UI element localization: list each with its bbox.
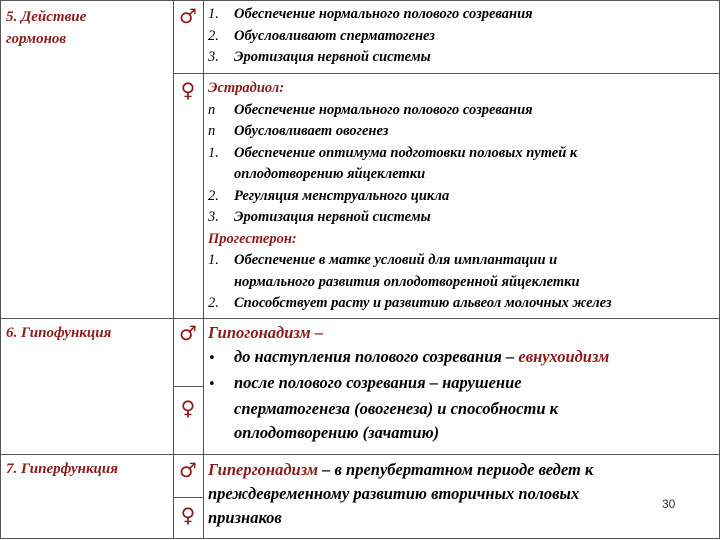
row7-label: 7. Гиперфункция xyxy=(6,461,118,477)
hypogonadism-title: Гипогонадизм – xyxy=(208,323,324,342)
row-divider-5-6 xyxy=(0,318,720,319)
male-symbol: ♂ xyxy=(179,321,197,345)
list-item: • после полового созревания – нарушение xyxy=(208,373,522,392)
progesterone-heading: Прогестерон: xyxy=(208,230,297,247)
list-item: оплодотворению яйцеклетки xyxy=(234,166,426,182)
row6-content xyxy=(208,321,609,445)
row6-label: 6. Гипофункция xyxy=(6,325,112,341)
male-symbol: ♂ xyxy=(179,458,197,482)
list-item: 2. Способствует расту и развитию альвеол молочных желез xyxy=(208,295,612,311)
column-divider-1 xyxy=(173,0,174,539)
row5-male-list xyxy=(208,4,533,69)
list-item: 2. Обусловливают сперматогенез xyxy=(208,27,435,44)
list-item: 2. Регуляция менструального цикла xyxy=(208,187,450,204)
list-item: • до наступления полового созревания – евнухоидизм xyxy=(208,347,610,366)
female-symbol: ♀ xyxy=(180,396,196,420)
list-item-cont: оплодотворению (зачатию) xyxy=(234,423,440,442)
row-divider-5-sub xyxy=(173,73,720,74)
row7-content xyxy=(208,458,593,530)
column-divider-2 xyxy=(203,0,204,539)
female-symbol: ♀ xyxy=(180,503,196,527)
table-border-bottom xyxy=(0,538,720,539)
row5-label-line2: гормонов xyxy=(6,31,67,47)
row5-female-list xyxy=(208,78,612,315)
male-symbol: ♂ xyxy=(179,4,197,28)
list-item: 3. Эротизация нервной системы xyxy=(208,209,431,225)
table-border-top xyxy=(0,0,720,1)
row5-label-line1: 5. Действие xyxy=(6,9,87,25)
list-item: n Обусловливает овогенез xyxy=(208,123,389,139)
page-number: 30 xyxy=(662,497,676,511)
list-item: 1. Обеспечение в матке условий для имплантации и xyxy=(208,252,558,268)
row5-label xyxy=(6,6,86,50)
row-divider-6-7 xyxy=(0,454,720,455)
hypergonadism-line2: преждевременному развитию вторичных половых xyxy=(208,484,580,503)
list-item: 3. Эротизация нервной системы xyxy=(208,49,431,65)
list-item-cont: сперматогенеза (овогенеза) и способности к xyxy=(234,399,558,418)
list-item: нормального развития оплодотворенной яйцеклетки xyxy=(234,273,580,290)
female-symbol: ♀ xyxy=(180,78,196,102)
hypergonadism-line3: признаков xyxy=(208,508,282,527)
estradiol-heading: Эстрадиол: xyxy=(208,80,285,96)
table-border-left xyxy=(0,0,1,539)
row-divider-6-sub xyxy=(173,386,203,387)
list-item: 1. Обеспечение оптимума подготовки половых путей к xyxy=(208,144,578,161)
hypergonadism-line1: Гипергонадизм – в препубертатном периоде ведет к xyxy=(208,460,594,479)
list-item: 1. Обеспечение нормального полового созревания xyxy=(208,6,533,22)
list-item: n Обеспечение нормального полового созревания xyxy=(208,101,533,118)
row-divider-7-sub xyxy=(173,497,203,498)
